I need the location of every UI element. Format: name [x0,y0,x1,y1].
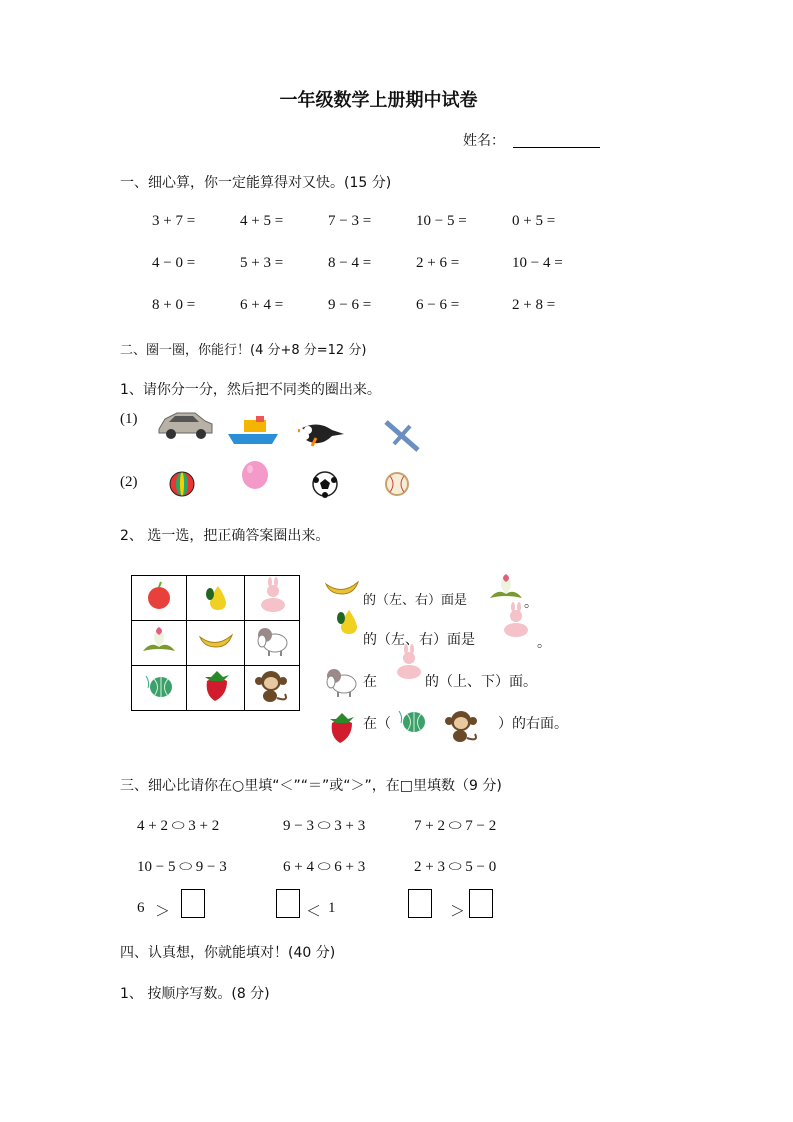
pear-icon [331,604,363,640]
compare-number: 6 [137,900,145,916]
section2-heading: 二、圈一圈，你能行！(4 分+8 分=12 分) [120,343,367,358]
compare-op: ＞ [155,904,171,920]
answer-box[interactable] [276,889,300,918]
equation: 4 + 5 = [240,213,284,229]
grid-cell [132,621,187,666]
compare-op: ＞ [450,904,466,920]
watermelon-icon [397,707,427,739]
strawberry-icon [201,669,231,707]
rabbit-icon [257,577,287,619]
name-label: 姓名： [463,133,505,149]
equation: 10 − 5 = [416,213,467,229]
apple-icon [145,581,173,615]
balloon-icon [240,460,270,500]
compare-op: ＜ [306,904,322,920]
section4-heading: 四、认真想，你就能填对！(40 分) [120,945,336,961]
grid-cell [187,576,245,621]
section3-heading: 三、细心比请你在○里填“＜”“＝”或“＞”，在□里填数（9 分) [120,778,502,794]
grid-cell [132,666,187,711]
monkey-icon [443,708,481,748]
grid-cell [187,666,245,711]
sentence-4a: 在（ [363,716,391,732]
answer-box[interactable] [469,889,493,918]
section1-heading: 一、细心算，你一定能算得对又快。(15 分) [120,175,392,191]
row1-label: (1) [120,411,138,427]
banana-icon [324,578,360,602]
question-4-1: 1、 按顺序写数。(8 分) [120,986,270,1002]
compare-number: 1 [328,900,336,916]
equation: 2 + 6 = [416,255,460,271]
sentence-4b: ）的右面。 [498,716,568,732]
grid-cell [132,576,187,621]
comparison: 2 + 3 ⬭ 5 − 0 [414,859,497,875]
car-icon [155,407,215,445]
equation: 3 + 7 = [152,213,196,229]
sentence-3b: 的（上、下）面。 [425,674,537,690]
bird-icon [298,418,346,454]
answer-box[interactable] [181,889,205,918]
sheep-icon [324,666,358,702]
comparison: 7 + 2 ⬭ 7 − 2 [414,818,497,834]
airplane-icon [382,418,422,458]
equation: 9 − 6 = [328,297,372,313]
comparison: 6 + 4 ⬭ 6 + 3 [283,859,366,875]
strawberry-icon [326,711,356,749]
beach-ball-icon [168,470,196,502]
peach-icon [141,625,177,661]
banana-icon [198,631,234,655]
comparison: 4 + 2 ⬭ 3 + 2 [137,818,220,834]
row2-label: (2) [120,474,138,490]
equation: 2 + 8 = [512,297,556,313]
equation: 0 + 5 = [512,213,556,229]
grid-cell [245,666,300,711]
name-blank[interactable] [513,147,600,148]
baseball-icon [383,470,411,502]
grid-cell [245,621,300,666]
monkey-icon [253,668,291,708]
comparison: 10 − 5 ⬭ 9 − 3 [137,859,227,875]
equation: 8 + 0 = [152,297,196,313]
answer-box[interactable] [408,889,432,918]
comparison: 9 − 3 ⬭ 3 + 3 [283,818,366,834]
page-title: 一年级数学上册期中试卷 [279,90,478,111]
sentence-3a: 在 [363,674,377,690]
sentence-2: 的（左、右）面是 [363,632,475,648]
sentence-2-end: 。 [537,635,551,651]
equation: 5 + 3 = [240,255,284,271]
ship-icon [226,416,280,452]
equation: 8 − 4 = [328,255,372,271]
question-2-1: 1、请你分一分，然后把不同类的圈出来。 [120,382,381,398]
question-2-2: 2、 选一选，把正确答案圈出来。 [120,528,330,544]
soccer-ball-icon [311,470,339,502]
sentence-1: 的（左、右）面是 [363,593,468,608]
rabbit-icon [393,644,423,686]
equation: 6 + 4 = [240,297,284,313]
watermelon-icon [144,672,174,704]
equation: 10 − 4 = [512,255,563,271]
equation: 7 − 3 = [328,213,372,229]
pear-icon [200,580,232,616]
grid-cell [187,621,245,666]
sheep-icon [255,625,289,661]
equation: 6 − 6 = [416,297,460,313]
grid-cell [245,576,300,621]
sentence-1-end: 。 [524,595,538,611]
picture-grid [131,575,300,711]
equation: 4 − 0 = [152,255,196,271]
